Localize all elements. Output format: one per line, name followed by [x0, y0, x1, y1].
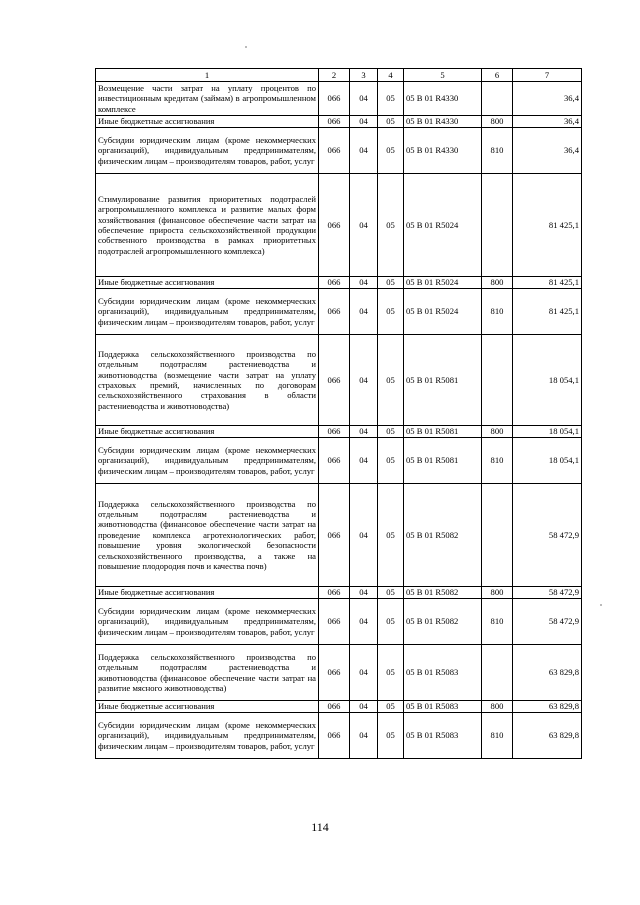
ministry-code-cell: 066	[319, 713, 350, 759]
amount-cell: 81 425,1	[513, 174, 582, 277]
expense-type-cell	[482, 484, 513, 587]
subsection-code-cell: 05	[378, 426, 404, 438]
scan-mark	[600, 604, 602, 606]
table-row	[96, 587, 582, 599]
subsection-code-cell: 05	[378, 335, 404, 426]
section-code-cell: 04	[350, 701, 378, 713]
subsection-code-cell: 05	[378, 438, 404, 484]
ministry-code-cell: 066	[319, 701, 350, 713]
ministry-code-cell: 066	[319, 289, 350, 335]
target-article-cell: 05 В 01 R5024	[404, 174, 482, 277]
header-cell: 3	[350, 69, 378, 82]
expense-type-cell: 810	[482, 713, 513, 759]
expense-type-cell: 800	[482, 587, 513, 599]
amount-cell: 36,4	[513, 82, 582, 116]
subsection-code-cell: 05	[378, 599, 404, 645]
ministry-code-cell: 066	[319, 599, 350, 645]
amount-cell: 63 829,8	[513, 645, 582, 701]
table-row	[96, 82, 582, 116]
row-name-cell: Иные бюджетные ассигнования	[96, 587, 319, 599]
expense-type-cell	[482, 82, 513, 116]
section-code-cell: 04	[350, 116, 378, 128]
target-article-cell: 05 В 01 R5082	[404, 484, 482, 587]
target-article-cell: 05 В 01 R5083	[404, 701, 482, 713]
amount-cell: 63 829,8	[513, 701, 582, 713]
section-code-cell: 04	[350, 277, 378, 289]
table-body	[96, 69, 582, 759]
amount-cell: 18 054,1	[513, 426, 582, 438]
subsection-code-cell: 05	[378, 128, 404, 174]
expense-type-cell: 800	[482, 701, 513, 713]
row-name-cell: Возмещение части затрат на уплату процентов по инвестиционным кредитам (займам) в агропромышленном комплексе	[96, 82, 319, 116]
section-code-cell: 04	[350, 426, 378, 438]
subsection-code-cell: 05	[378, 484, 404, 587]
ministry-code-cell: 066	[319, 426, 350, 438]
subsection-code-cell: 05	[378, 277, 404, 289]
table-row	[96, 438, 582, 484]
expense-type-cell: 800	[482, 426, 513, 438]
target-article-cell: 05 В 01 R5081	[404, 426, 482, 438]
row-name-cell: Поддержка сельскохозяйственного производства по отдельным подотраслям растениеводства и животноводства (возмещение части затрат на уплату страховых премий, начисленных по договорам сельскохозяйственного страхования в области растениеводства и животноводства)	[96, 335, 319, 426]
header-cell: 2	[319, 69, 350, 82]
table-row	[96, 174, 582, 277]
section-code-cell: 04	[350, 587, 378, 599]
row-name-cell: Субсидии юридическим лицам (кроме некоммерческих организаций), индивидуальным предпринимателям, физическим лицам – производителям товаров, работ, услуг	[96, 713, 319, 759]
ministry-code-cell: 066	[319, 116, 350, 128]
expense-type-cell: 810	[482, 289, 513, 335]
expense-type-cell	[482, 645, 513, 701]
section-code-cell: 04	[350, 599, 378, 645]
header-row	[96, 69, 582, 82]
row-name-cell: Поддержка сельскохозяйственного производства по отдельным подотраслям растениеводства и животноводства (финансовое обеспечение части затрат на развитие мясного животноводства)	[96, 645, 319, 701]
table-row	[96, 128, 582, 174]
row-name-cell: Иные бюджетные ассигнования	[96, 277, 319, 289]
table-row	[96, 713, 582, 759]
expense-type-cell: 800	[482, 116, 513, 128]
ministry-code-cell: 066	[319, 82, 350, 116]
amount-cell: 58 472,9	[513, 587, 582, 599]
table-row	[96, 277, 582, 289]
table-row	[96, 701, 582, 713]
section-code-cell: 04	[350, 335, 378, 426]
row-name-cell: Субсидии юридическим лицам (кроме некоммерческих организаций), индивидуальным предпринимателям, физическим лицам – производителям товаров, работ, услуг	[96, 289, 319, 335]
header-cell: 6	[482, 69, 513, 82]
table-row	[96, 426, 582, 438]
subsection-code-cell: 05	[378, 82, 404, 116]
subsection-code-cell: 05	[378, 116, 404, 128]
scan-mark	[245, 46, 247, 48]
row-name-cell: Стимулирование развития приоритетных подотраслей агропромышленного комплекса и развитие малых форм хозяйствования (финансовое обеспечение части затрат на обеспечение прироста сельскохозяйственной продукции собственного производства в рамках приоритетных подотраслей агропромышленного комплекса)	[96, 174, 319, 277]
row-name-cell: Иные бюджетные ассигнования	[96, 701, 319, 713]
amount-cell: 58 472,9	[513, 599, 582, 645]
amount-cell: 18 054,1	[513, 335, 582, 426]
table-row	[96, 645, 582, 701]
row-name-cell: Субсидии юридическим лицам (кроме некоммерческих организаций), индивидуальным предпринимателям, физическим лицам – производителям товаров, работ, услуг	[96, 128, 319, 174]
section-code-cell: 04	[350, 128, 378, 174]
ministry-code-cell: 066	[319, 587, 350, 599]
target-article-cell: 05 В 01 R4330	[404, 82, 482, 116]
budget-table	[95, 68, 582, 759]
target-article-cell: 05 В 01 R5081	[404, 438, 482, 484]
subsection-code-cell: 05	[378, 645, 404, 701]
amount-cell: 63 829,8	[513, 713, 582, 759]
section-code-cell: 04	[350, 82, 378, 116]
section-code-cell: 04	[350, 713, 378, 759]
expense-type-cell: 810	[482, 128, 513, 174]
section-code-cell: 04	[350, 645, 378, 701]
amount-cell: 36,4	[513, 116, 582, 128]
subsection-code-cell: 05	[378, 174, 404, 277]
ministry-code-cell: 066	[319, 335, 350, 426]
table-row	[96, 116, 582, 128]
target-article-cell: 05 В 01 R4330	[404, 116, 482, 128]
amount-cell: 81 425,1	[513, 289, 582, 335]
header-cell: 7	[513, 69, 582, 82]
expense-type-cell: 810	[482, 438, 513, 484]
row-name-cell: Поддержка сельскохозяйственного производства по отдельным подотраслям растениеводства и животноводства (финансовое обеспечение части затрат на проведение комплекса агротехнологических работ, повышение уровня экологической безопасности сельскохозяйственного производства, а также на повышение плодородия почв и качества почв)	[96, 484, 319, 587]
header-cell: 5	[404, 69, 482, 82]
target-article-cell: 05 В 01 R4330	[404, 128, 482, 174]
target-article-cell: 05 В 01 R5024	[404, 289, 482, 335]
row-name-cell: Иные бюджетные ассигнования	[96, 116, 319, 128]
row-name-cell: Субсидии юридическим лицам (кроме некоммерческих организаций), индивидуальным предпринимателям, физическим лицам – производителям товаров, работ, услуг	[96, 438, 319, 484]
table-row	[96, 335, 582, 426]
ministry-code-cell: 066	[319, 174, 350, 277]
expense-type-cell: 810	[482, 599, 513, 645]
ministry-code-cell: 066	[319, 484, 350, 587]
target-article-cell: 05 В 01 R5082	[404, 599, 482, 645]
table-row	[96, 599, 582, 645]
ministry-code-cell: 066	[319, 128, 350, 174]
target-article-cell: 05 В 01 R5024	[404, 277, 482, 289]
expense-type-cell	[482, 174, 513, 277]
subsection-code-cell: 05	[378, 289, 404, 335]
subsection-code-cell: 05	[378, 587, 404, 599]
table-row	[96, 289, 582, 335]
section-code-cell: 04	[350, 289, 378, 335]
amount-cell: 18 054,1	[513, 438, 582, 484]
table-row	[96, 484, 582, 587]
section-code-cell: 04	[350, 438, 378, 484]
ministry-code-cell: 066	[319, 645, 350, 701]
amount-cell: 58 472,9	[513, 484, 582, 587]
target-article-cell: 05 В 01 R5083	[404, 645, 482, 701]
header-cell: 1	[96, 69, 319, 82]
row-name-cell: Иные бюджетные ассигнования	[96, 426, 319, 438]
subsection-code-cell: 05	[378, 701, 404, 713]
target-article-cell: 05 В 01 R5083	[404, 713, 482, 759]
header-cell: 4	[378, 69, 404, 82]
expense-type-cell: 800	[482, 277, 513, 289]
target-article-cell: 05 В 01 R5081	[404, 335, 482, 426]
ministry-code-cell: 066	[319, 277, 350, 289]
ministry-code-cell: 066	[319, 438, 350, 484]
subsection-code-cell: 05	[378, 713, 404, 759]
amount-cell: 36,4	[513, 128, 582, 174]
section-code-cell: 04	[350, 174, 378, 277]
amount-cell: 81 425,1	[513, 277, 582, 289]
row-name-cell: Субсидии юридическим лицам (кроме некоммерческих организаций), индивидуальным предпринимателям, физическим лицам – производителям товаров, работ, услуг	[96, 599, 319, 645]
target-article-cell: 05 В 01 R5082	[404, 587, 482, 599]
section-code-cell: 04	[350, 484, 378, 587]
page-number: 114	[311, 820, 329, 834]
expense-type-cell	[482, 335, 513, 426]
